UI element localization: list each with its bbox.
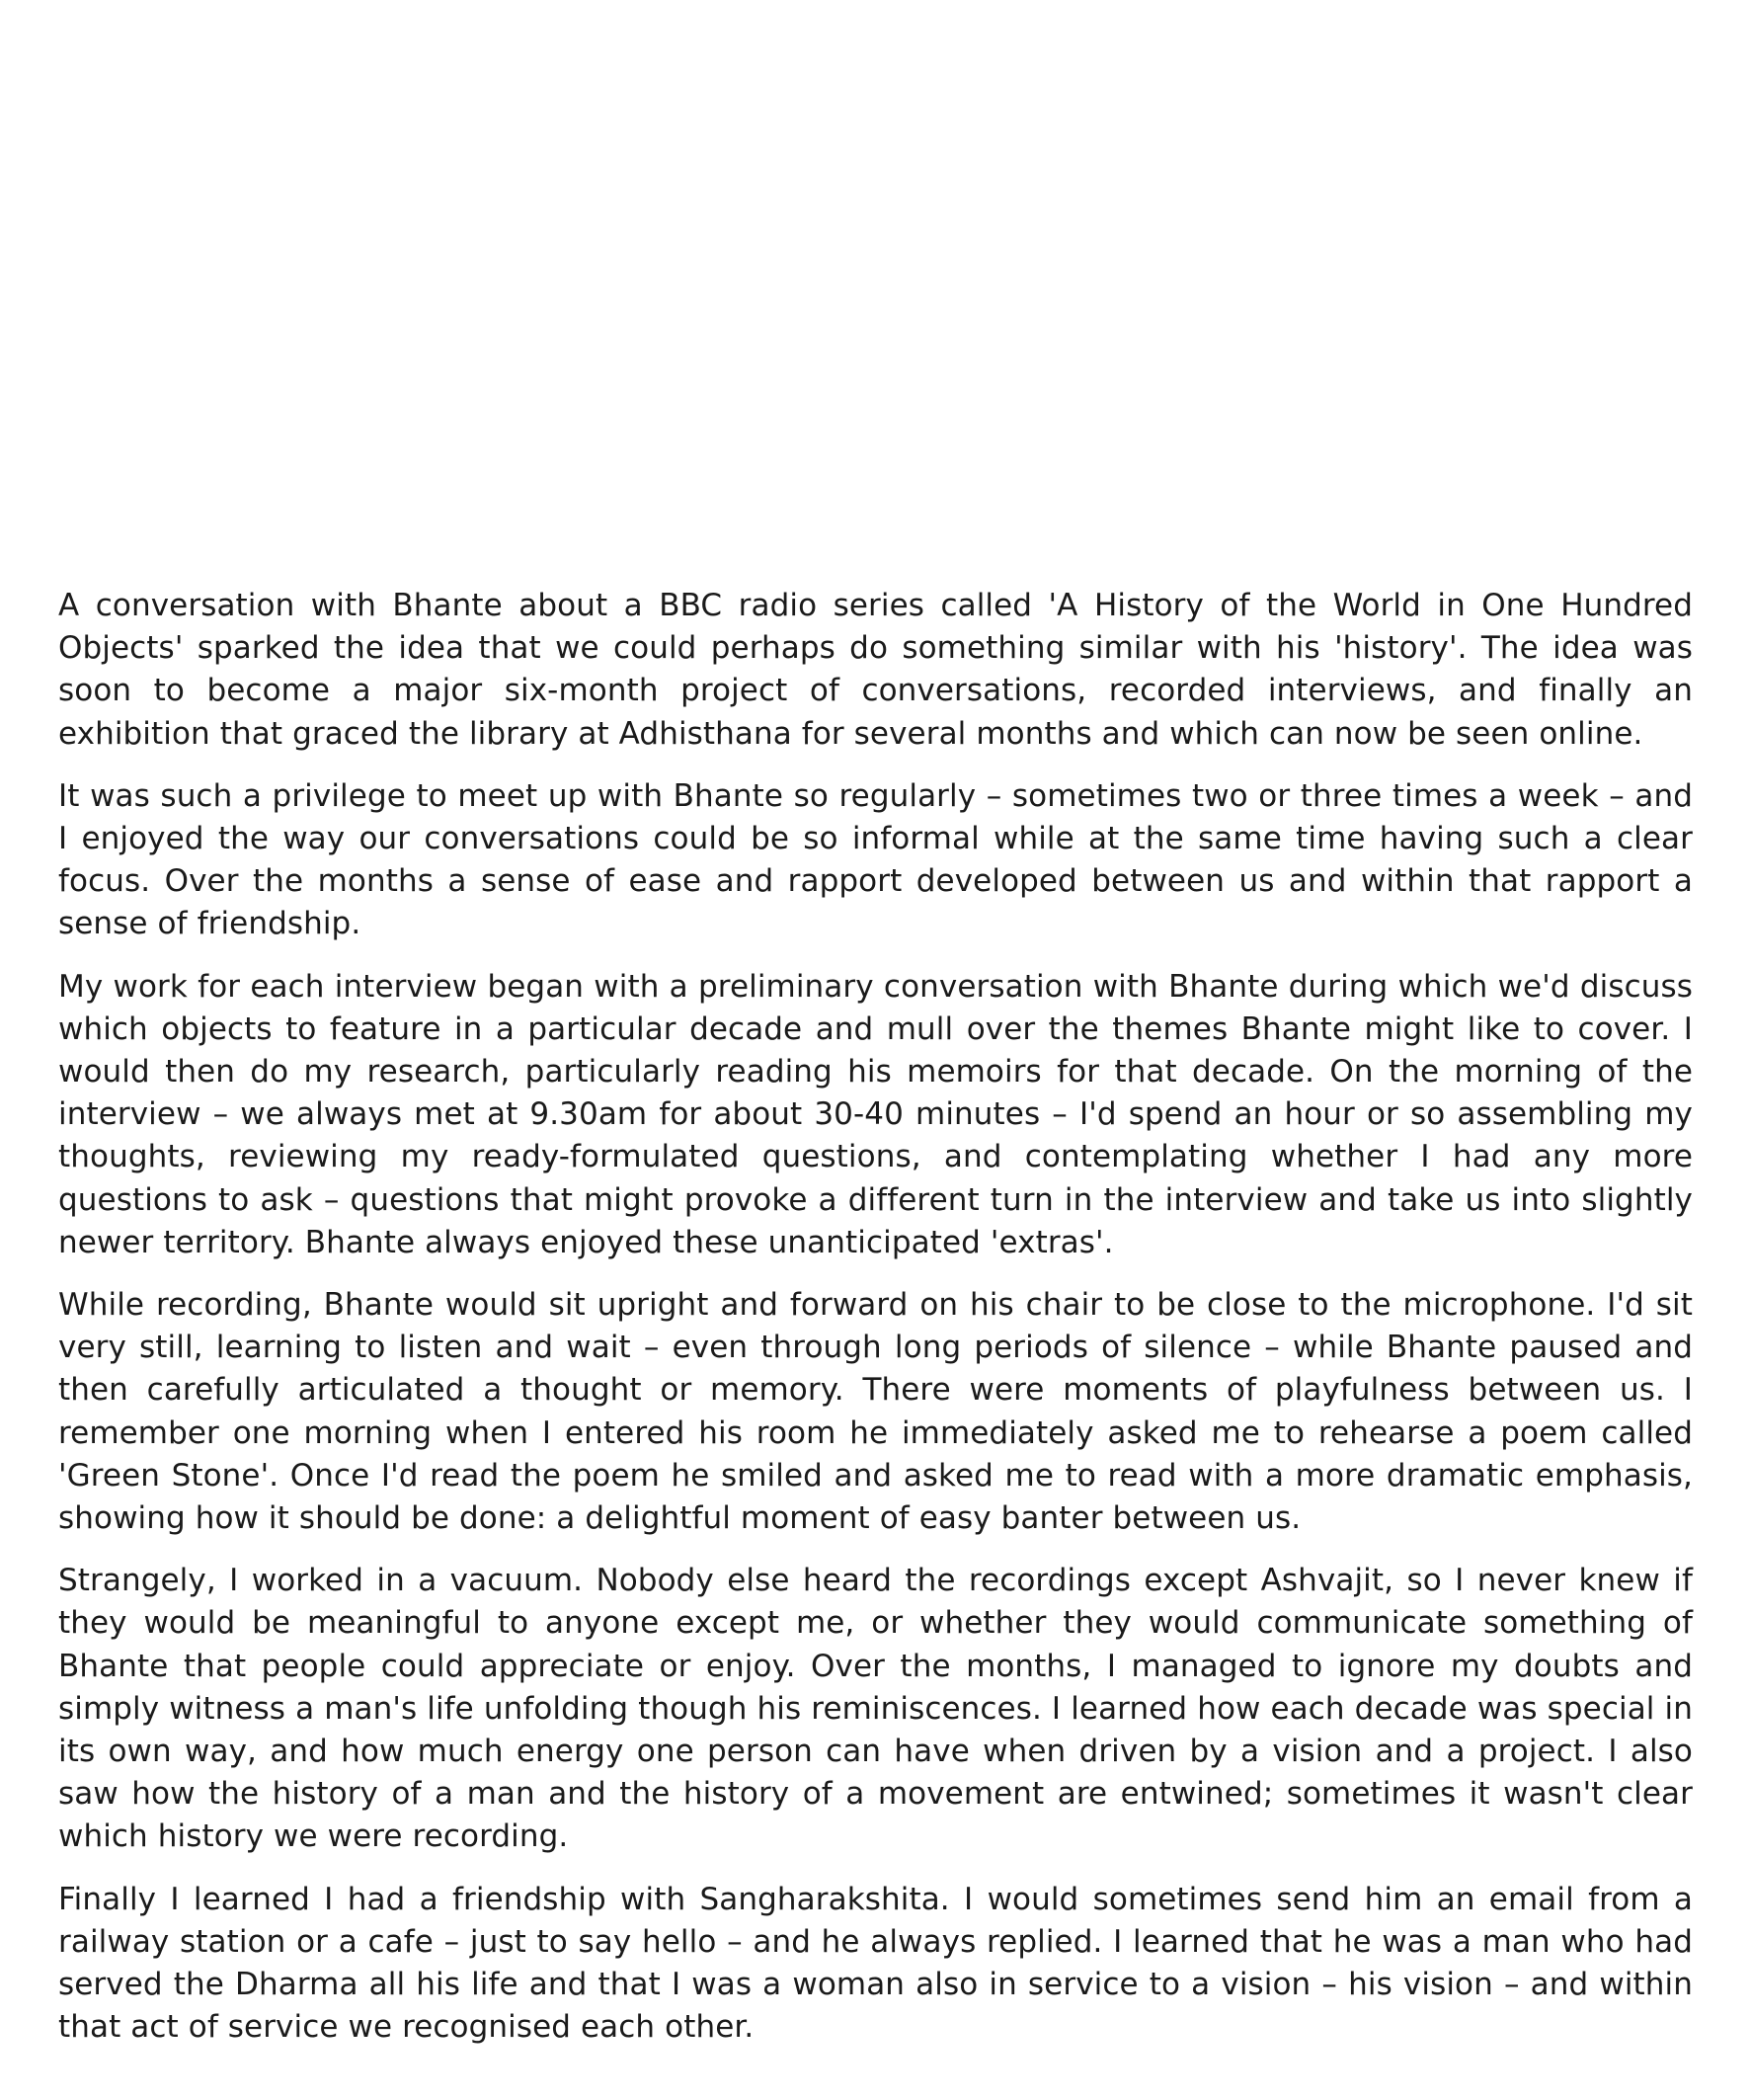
paragraph-4: While recording, Bhante would sit upright and forward on his chair to be close to the microphone. I'd sit very still, learning to listen and wait – even through long periods of silence – while Bhante paused and then carefully articulated a thought or memory. There were moments of playfulness between us. I remember one morning when I entered his room he immediately asked me to rehearse a poem called 'Green Stone'. Once I'd read the poem he smiled and asked me to read with a more dramatic emphasis, showing how it should be done: a delightful moment of easy banter between us.	[58, 1287, 1693, 1537]
article-body	[58, 585, 1693, 2069]
paragraph-3: My work for each interview began with a preliminary conversation with Bhante during which we'd discuss which objects to feature in a particular decade and mull over the themes Bhante might like to cover. I would then do my research, particularly reading his memoirs for that decade. On the morning of the interview – we always met at 9.30am for about 30-40 minutes – I'd spend an hour or so assembling my thoughts, reviewing my ready-formulated questions, and contemplating whether I had any more questions to ask – questions that might provoke a different turn in the interview and take us into slightly newer territory. Bhante always enjoyed these unanticipated 'extras'.	[58, 968, 1693, 1260]
paragraph-1: A conversation with Bhante about a BBC radio series called 'A History of the World in One Hundred Objects' sparked the idea that we could perhaps do something similar with his 'history'. The idea was soon to become a major six-month project of conversations, recorded interviews, and finally an exhibition that graced the library at Adhisthana for several months and which can now be seen online.	[58, 588, 1693, 752]
paragraph-6: Finally I learned I had a friendship with Sangharakshita. I would sometimes send him an email from a railway station or a cafe – just to say hello – and he always replied. I learned that he was a man who had served the Dharma all his life and that I was a woman also in service to a vision – his vision – and within that act of service we recognised each other.	[58, 1881, 1693, 2046]
paragraph-5: Strangely, I worked in a vacuum. Nobody else heard the recordings except Ashvajit, so I never knew if they would be meaningful to anyone except me, or whether they would communicate something of Bhante that people could appreciate or enjoy. Over the months, I managed to ignore my doubts and simply witness a man's life unfolding though his reminiscences. I learned how each decade was special in its own way, and how much energy one person can have when driven by a vision and a project. I also saw how the history of a man and the history of a movement are entwined; sometimes it wasn't clear which history we were recording.	[58, 1563, 1693, 1855]
paragraph-2: It was such a privilege to meet up with Bhante so regularly – sometimes two or three times a week – and I enjoyed the way our conversations could be so informal while at the same time having such a clear focus. Over the months a sense of ease and rapport developed between us and within that rapport a sense of friendship.	[58, 777, 1693, 942]
